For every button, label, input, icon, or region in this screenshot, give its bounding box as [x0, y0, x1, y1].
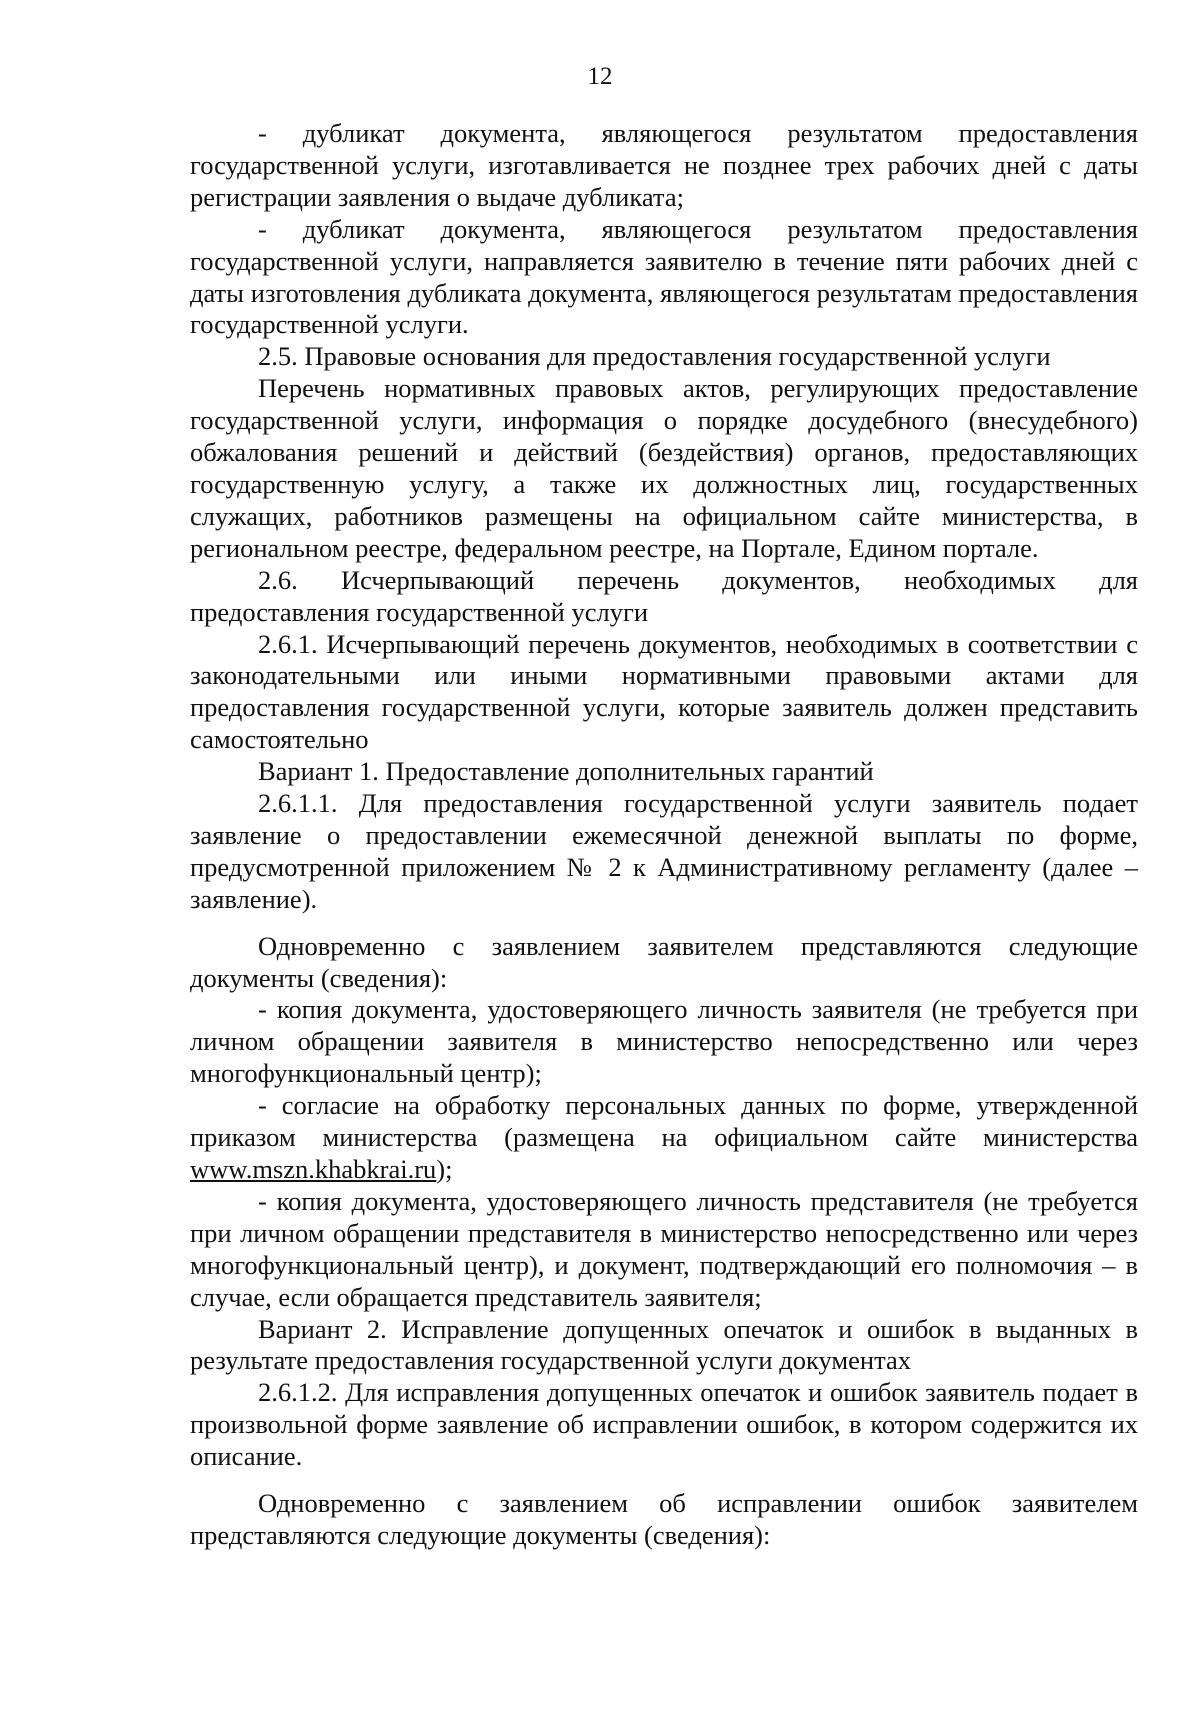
section-heading-2-6: 2.6. Исчерпывающий перечень документов, необходимых для предоставления государственной услуги — [190, 564, 1138, 627]
variant-1-heading: Вариант 1. Предоставление дополнительных гарантий — [258, 756, 874, 787]
ministry-website-link[interactable]: www.mszn.khabkrai.ru — [190, 1154, 437, 1184]
list-item-representative-copy: - копия документа, удостоверяющего личность представителя (не требуется при личном обращении представителя в министерство непосредственно или через многофункциональный центр), и документ, подтверждающий его полномочия – в случае, если обращается представитель заявителя; — [190, 1185, 1138, 1312]
paragraph-documents-intro-2: Одновременно с заявлением об исправлении ошибок заявителем представляются следующие документы (сведения): — [190, 1488, 1138, 1550]
consent-text-end: ); — [436, 1154, 453, 1184]
section-heading-2-5: 2.5. Правовые основания для предоставления государственной услуги — [258, 341, 1051, 372]
list-item-consent — [190, 1090, 1138, 1186]
paragraph-legal-acts: Перечень нормативных правовых актов, регулирующих предоставление государственной услуги, информация о порядке досудебного (внесудебного) обжалования решений и действий (бездействия) органов, предоставляющих государственную услугу, а также их должностных лиц, государственных служащих, работников размещены на официальном сайте министерства, в региональном реестре, федеральном реестре, на Портале, Едином портале. — [190, 373, 1138, 563]
paragraph-duplicate-deadline: - дубликат документа, являющегося результатом предоставления государственной услуги, изготавливается не позднее трех рабочих дней с даты регистрации заявления о выдаче дубликата; — [190, 118, 1138, 212]
paragraph-2-6-1-2: 2.6.1.2. Для исправления допущенных опечаток и ошибок заявитель подает в произвольной форме заявление об исправлении ошибок, в котором содержится их описание. — [190, 1377, 1138, 1472]
paragraph-2-6-1-1: 2.6.1.1. Для предоставления государственной услуги заявитель подает заявление о предоставлении ежемесячной денежной выплаты по форме, предусмотренной приложением № 2 к Административному регламенту (далее – заявление). — [190, 788, 1138, 914]
document-body — [190, 118, 1138, 1552]
page-number: 12 — [587, 63, 613, 90]
section-heading-2-6-1: 2.6.1. Исчерпывающий перечень документов, необходимых в соответствии с законодательными или иными нормативными правовыми актами для предоставления государственной услуги, которые заявитель должен представить самостоятельно — [190, 628, 1138, 755]
paragraph-duplicate-sending: - дубликат документа, являющегося результатом предоставления государственной услуги, направляется заявителю в течение пяти рабочих дней с даты изготовления дубликата документа, являющегося результатам предоставления государственной услуги. — [190, 213, 1138, 340]
variant-2-heading: Вариант 2. Исправление допущенных опечаток и ошибок в выданных в результате предоставления государственной услуги документах — [190, 1313, 1138, 1376]
list-item-identity-copy: - копия документа, удостоверяющего личность заявителя (не требуется при личном обращении заявителя в министерство непосредственно или через многофункциональный центр); — [190, 994, 1138, 1089]
paragraph-documents-intro: Одновременно с заявлением заявителем представляются следующие документы (сведения): — [190, 930, 1138, 993]
consent-text: - согласие на обработку персональных данных по форме, утвержденной приказом министерства (размещена на официальном сайте министерства — [190, 1090, 1138, 1153]
